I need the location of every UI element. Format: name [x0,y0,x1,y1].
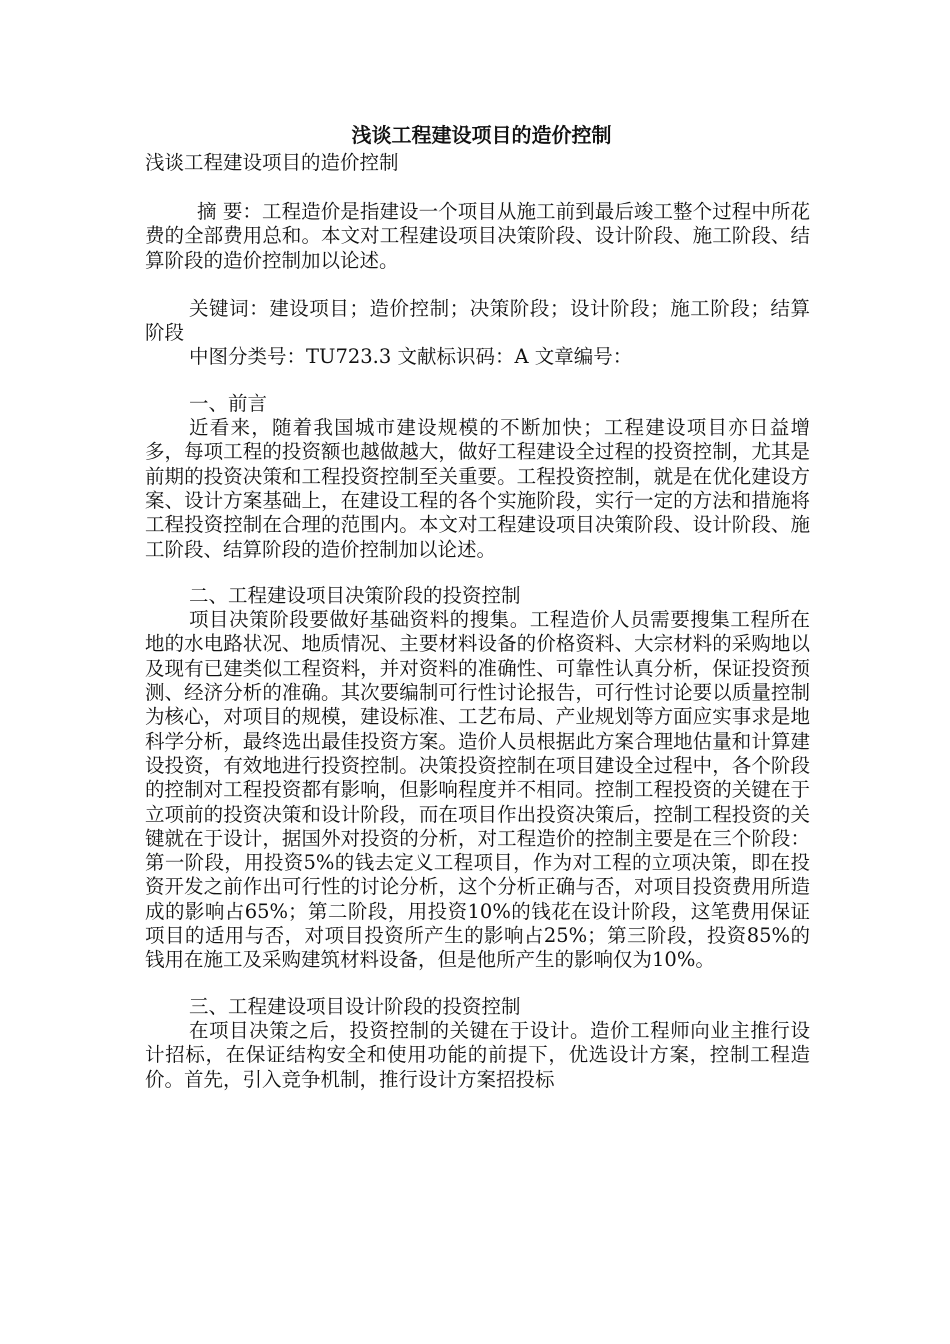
document-subtitle: 浅谈工程建设项目的造价控制 [145,151,399,174]
spacer [145,273,810,297]
section-body: 项目决策阶段要做好基础资料的搜集。工程造价人员需要搜集工程所在地的水电路状况、地质情况、主要材料设备的价格资料、大宗材料的采购地以及现有已建类似工程资料，并对资料的准确性、可靠性认真分析，保证投资预测、经济分析的准确。其次要编制可行性讨论报告，可行性讨论要以质量控制为核心，对项目的规模，建设标准、工艺布局、产业规划等方面应实事求是地科学分析，最终选出最佳投资方案。造价人员根据此方案合理地估量和计算建设投资，有效地进行投资控制。决策投资控制在项目建设全过程中，各个阶段的控制对工程投资都有影响，但影响程度并不相同。控制工程投资的关键在于立项前的投资决策和设计阶段，而在项目作出投资决策后，控制工程投资的关键就在于设计，据国外对投资的分析，对工程造价的控制主要是在三个阶段：第一阶段，用投资5%的钱去定义工程项目，作为对工程的立项决策，即在投资开发之前作出可行性的讨论分析，这个分析正确与否，对项目投资费用所造成的影响占65%；第二阶段，用投资10%的钱花在设计阶段，这笔费用保证项目的适用与否，对项目投资所产生的影响占25%；第三阶段，投资85%的钱用在施工及采购建筑材料设备，但是他所产生的影响仅为10%。 [145,608,810,972]
section-heading: 二、工程建设项目决策阶段的投资控制 [189,583,521,607]
section-heading: 一、前言 [189,391,268,415]
abstract-paragraph: 摘 要：工程造价是指建设一个项目从施工前到最后竣工整个过程中所花费的全部费用总和。本文对工程建设项目决策阶段、设计阶段、施工阶段、结算阶段的造价控制加以论述。 [145,200,810,272]
spacer [145,973,810,995]
classification-line: 中图分类号：TU723.3 文献标识码：A 文章编号： [189,345,633,369]
keywords-paragraph: 关键词：建设项目；造价控制；决策阶段；设计阶段；施工阶段；结算阶段 [145,296,810,345]
spacer [145,176,810,200]
document-body [145,120,810,1092]
document-title: 浅谈工程建设项目的造价控制 [351,123,612,147]
spacer [145,562,810,584]
section-body: 在项目决策之后，投资控制的关键在于设计。造价工程师向业主推行设计招标，在保证结构安全和使用功能的前提下，优选设计方案，控制工程造价。首先，引入竞争机制，推行设计方案招投标 [145,1018,810,1091]
spacer [145,370,810,392]
section-body: 近看来，随着我国城市建设规模的不断加快；工程建设项目亦日益增多，每项工程的投资额也越做越大，做好工程建设全过程的投资控制，尤其是前期的投资决策和工程投资控制至关重要。工程投资控制，就是在优化建设方案、设计方案基础上，在建设工程的各个实施阶段，实行一定的方法和措施将工程投资控制在合理的范围内。本文对工程建设项目决策阶段、设计阶段、施工阶段、结算阶段的造价控制加以论述。 [145,416,810,561]
section-heading: 三、工程建设项目设计阶段的投资控制 [189,994,521,1018]
